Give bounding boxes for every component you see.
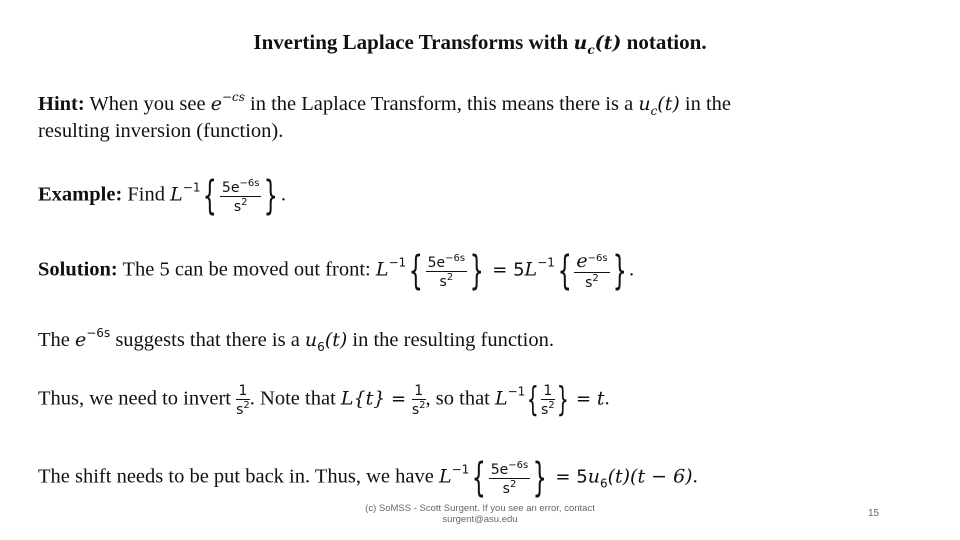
footer-copyright-note: (c) SoMSS - Scott Surgent. If you see an error, contact surgent@asu.edu <box>365 503 595 525</box>
shift-fraction: $\frac{5e^{-6s}}{s^2}$ <box>490 459 529 497</box>
suggest-line: The $e^{-6s}$ suggests that there is a $u_6(t)$ in the resulting function. <box>38 326 554 354</box>
solution-fraction-2: $\frac{e^{-6s}}{s^2}$ <box>576 250 608 291</box>
example-line: Example: Find $L^{-1}${ $\frac{5e^{-6s}}{s^2}$ } . <box>38 173 286 219</box>
solution-line: Solution: The 5 can be moved out front: $L^{-1}${ $\frac{5e^{-6s}}{s^2}$ } = $5L^{-1}${ $\frac{e^{-6s}}{s^2}$ } . <box>38 248 635 294</box>
example-fraction: $\frac{5e^{-6s}}{s^2}$ <box>221 177 260 215</box>
thus-fraction-1: $\frac{1}{s^2}$ <box>236 382 250 418</box>
solution-fraction-1: $\frac{5e^{-6s}}{s^2}$ <box>427 252 466 290</box>
invert-line: Thus, we need to invert $\frac{1}{s^2}$ . Note that L{t} = $\frac{1}{s^2}$ , so that $L^{-1}${ $\frac{1}{s^2}$ } = t. <box>38 380 610 420</box>
hint-line-1: Hint: When you see $e^{-cs}$ in the Laplace Transform, this means there is a $u_c(t)$ in the <box>38 90 732 118</box>
slide-title: Inverting Laplace Transforms with $u_c(t)$ notation. <box>253 30 707 57</box>
thus-fraction-2: $\frac{1}{s^2}$ <box>411 382 426 418</box>
thus-fraction-3: $\frac{1}{s^2}$ <box>540 382 555 418</box>
shift-line: The shift needs to be put back in. Thus, we have $L^{-1}${ $\frac{5e^{-6s}}{s^2}$ } = $5u_6(t)(t - 6)$. <box>38 455 698 501</box>
page-number: 15 <box>868 508 880 519</box>
hint-line-2: resulting inversion (function). <box>38 120 284 142</box>
